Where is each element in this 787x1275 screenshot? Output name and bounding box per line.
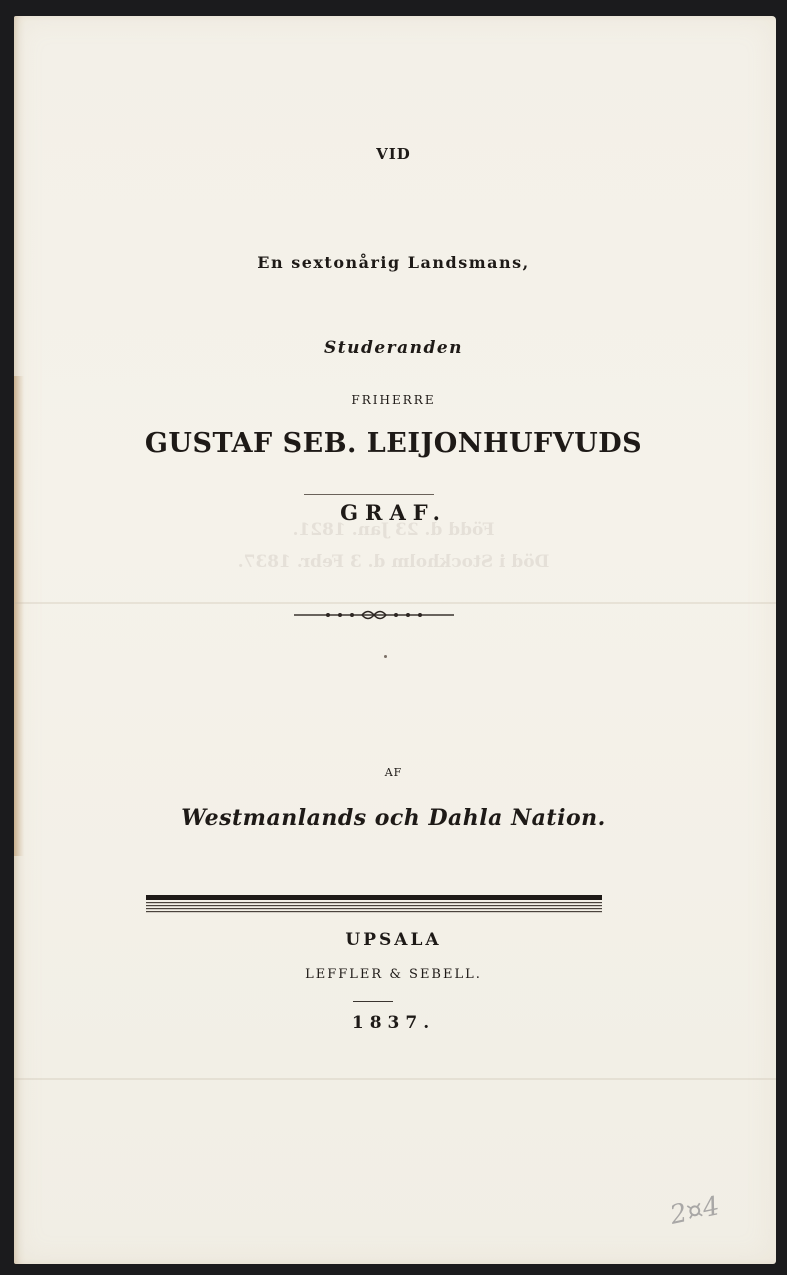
short-rule bbox=[304, 494, 434, 495]
city-line: UPSALA bbox=[345, 930, 442, 950]
nation-line: Westmanlands och Dahla Nation. bbox=[181, 805, 606, 831]
show-through-text: Död i Stockholm d. 3 Febr. 1837. bbox=[237, 552, 550, 572]
friherre-line: FRIHERRE bbox=[351, 393, 436, 407]
vid-heading: VID bbox=[376, 145, 411, 163]
graf-heading: GRAF. bbox=[340, 500, 447, 525]
year-rule bbox=[353, 1001, 393, 1002]
double-rule bbox=[146, 895, 602, 913]
fold-crease bbox=[14, 1078, 776, 1080]
year-line: 1837. bbox=[351, 1013, 436, 1033]
studeranden-line: Studeranden bbox=[323, 338, 464, 358]
fold-crease bbox=[14, 602, 776, 604]
af-line: AF bbox=[384, 766, 403, 779]
ink-dot bbox=[384, 655, 387, 658]
printer-line: LEFFLER & SEBELL. bbox=[305, 967, 482, 982]
name-title: GUSTAF SEB. LEIJONHUFVUDS bbox=[144, 428, 643, 459]
show-through-text: Född d. 23 Jan. 1821. bbox=[292, 520, 495, 540]
pencil-annotation: 2¤4 bbox=[667, 1191, 723, 1231]
ornament-rule bbox=[294, 607, 454, 623]
paper-sheet bbox=[14, 16, 776, 1264]
sextonarig-line: En sextonårig Landsmans, bbox=[257, 253, 530, 272]
